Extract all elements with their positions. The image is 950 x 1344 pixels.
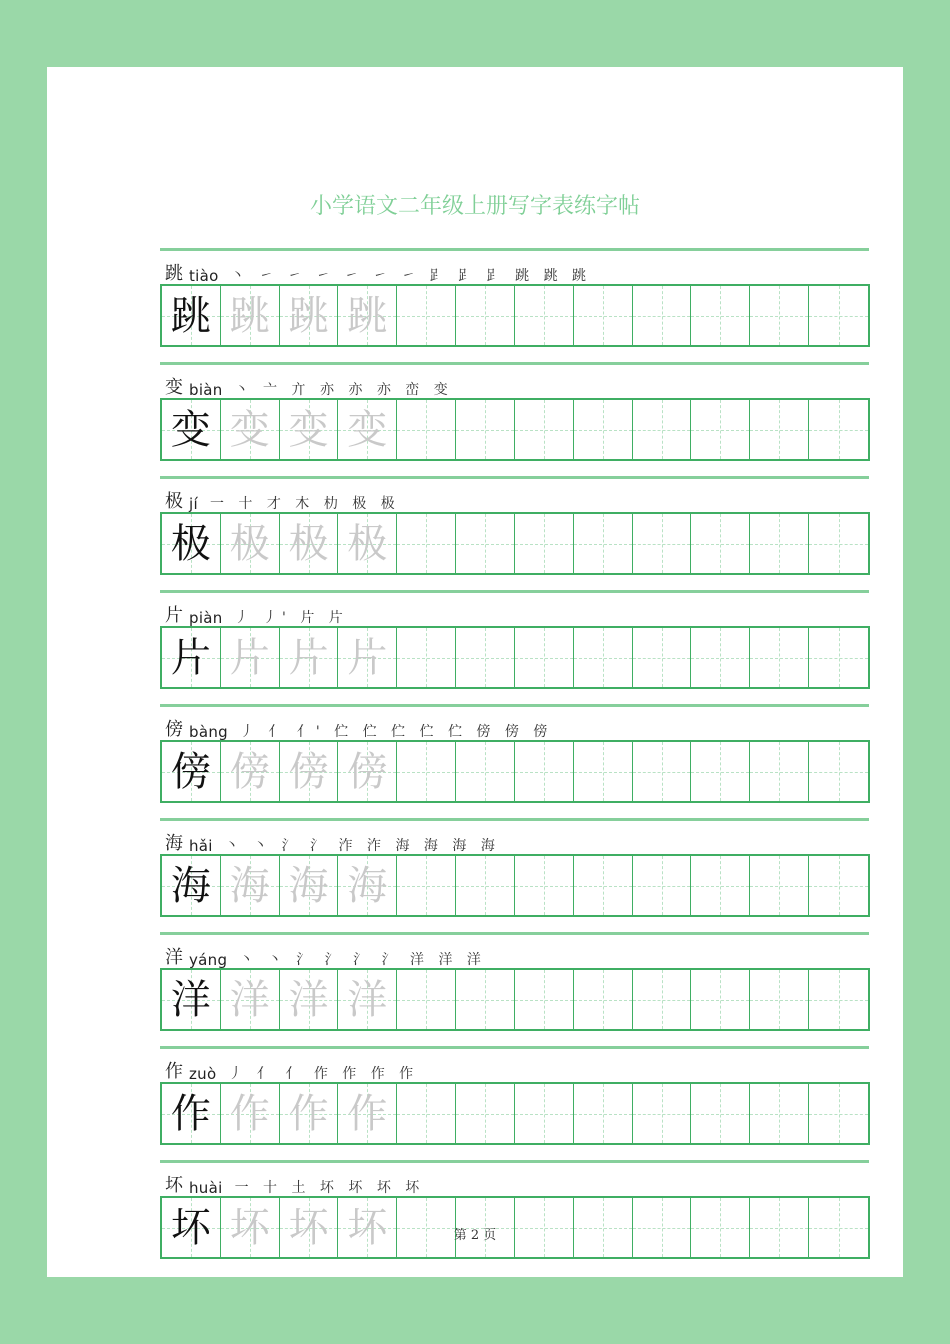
- row-divider: [160, 1160, 869, 1163]
- trace-cell: [221, 286, 280, 345]
- blank-practice-cell[interactable]: [691, 514, 750, 573]
- trace-character: 片: [288, 634, 329, 681]
- character-label: 跳: [165, 263, 183, 284]
- blank-practice-cell[interactable]: [515, 628, 574, 687]
- trace-cell: [338, 1198, 397, 1257]
- character-label: 洋: [165, 947, 183, 968]
- practice-sections: [160, 248, 869, 1274]
- trace-cell: [338, 856, 397, 915]
- blank-practice-cell[interactable]: [397, 400, 456, 459]
- blank-practice-cell[interactable]: [456, 628, 515, 687]
- blank-practice-cell[interactable]: [574, 514, 633, 573]
- blank-practice-cell[interactable]: [809, 286, 868, 345]
- blank-practice-cell[interactable]: [397, 514, 456, 573]
- blank-practice-cell[interactable]: [691, 742, 750, 801]
- writing-grid: [160, 626, 870, 689]
- blank-practice-cell[interactable]: [750, 1084, 809, 1143]
- trace-cell: [280, 628, 339, 687]
- trace-cell: [280, 1084, 339, 1143]
- trace-cell: [221, 742, 280, 801]
- blank-practice-cell[interactable]: [574, 1084, 633, 1143]
- blank-practice-cell[interactable]: [515, 286, 574, 345]
- blank-practice-cell[interactable]: [456, 970, 515, 1029]
- practice-row: [160, 590, 869, 704]
- blank-practice-cell[interactable]: [456, 856, 515, 915]
- model-cell: [162, 400, 221, 459]
- trace-character: 洋: [347, 976, 388, 1023]
- blank-practice-cell[interactable]: [515, 514, 574, 573]
- blank-practice-cell[interactable]: [574, 970, 633, 1029]
- stroke-order: 丶 亠 亣 亦 亦 亦 峦 变: [234, 382, 453, 398]
- model-cell: [162, 856, 221, 915]
- trace-cell: [280, 400, 339, 459]
- model-character: 洋: [170, 976, 211, 1023]
- writing-grid: [160, 740, 870, 803]
- model-cell: [162, 1084, 221, 1143]
- trace-cell: [221, 1198, 280, 1257]
- writing-grid: [160, 854, 870, 917]
- trace-cell: [338, 286, 397, 345]
- practice-row: [160, 704, 869, 818]
- worksheet-page: [47, 67, 903, 1277]
- trace-character: 跳: [347, 292, 388, 339]
- writing-grid: [160, 512, 870, 575]
- trace-character: 傍: [288, 748, 329, 795]
- trace-character: 坏: [229, 1204, 270, 1251]
- blank-practice-cell[interactable]: [574, 628, 633, 687]
- row-divider: [160, 1046, 869, 1049]
- blank-practice-cell[interactable]: [750, 286, 809, 345]
- trace-cell: [221, 514, 280, 573]
- stroke-order: 一 十 土 坏 坏 坏 坏: [234, 1180, 425, 1196]
- trace-cell: [338, 970, 397, 1029]
- practice-row: [160, 1046, 869, 1160]
- trace-cell: [338, 1084, 397, 1143]
- trace-character: 海: [347, 862, 388, 909]
- character-info: [165, 485, 400, 513]
- model-character: 跳: [170, 292, 211, 339]
- trace-cell: [338, 742, 397, 801]
- trace-character: 跳: [288, 292, 329, 339]
- trace-character: 傍: [347, 748, 388, 795]
- character-info: [165, 1055, 418, 1083]
- trace-character: 洋: [288, 976, 329, 1023]
- pinyin: yáng: [189, 951, 228, 969]
- trace-cell: [221, 856, 280, 915]
- blank-practice-cell[interactable]: [809, 970, 868, 1029]
- blank-practice-cell[interactable]: [750, 400, 809, 459]
- model-character: 极: [170, 520, 211, 567]
- blank-practice-cell[interactable]: [691, 856, 750, 915]
- blank-practice-cell[interactable]: [809, 400, 868, 459]
- blank-practice-cell[interactable]: [633, 856, 692, 915]
- blank-practice-cell[interactable]: [515, 742, 574, 801]
- practice-row: [160, 818, 869, 932]
- trace-character: 坏: [288, 1204, 329, 1251]
- trace-character: 变: [347, 406, 388, 453]
- model-character: 坏: [170, 1204, 211, 1251]
- writing-grid: [160, 968, 870, 1031]
- character-label: 坏: [165, 1175, 183, 1196]
- blank-practice-cell[interactable]: [809, 1084, 868, 1143]
- blank-practice-cell[interactable]: [456, 742, 515, 801]
- model-cell: [162, 970, 221, 1029]
- blank-practice-cell[interactable]: [456, 286, 515, 345]
- model-cell: [162, 628, 221, 687]
- blank-practice-cell[interactable]: [750, 970, 809, 1029]
- trace-character: 变: [229, 406, 270, 453]
- blank-practice-cell[interactable]: [750, 514, 809, 573]
- stroke-order: 丿 丿' 片 片: [234, 610, 348, 626]
- blank-practice-cell[interactable]: [633, 970, 692, 1029]
- row-divider: [160, 932, 869, 935]
- blank-practice-cell[interactable]: [574, 400, 633, 459]
- practice-row: [160, 362, 869, 476]
- row-divider: [160, 818, 869, 821]
- trace-cell: [280, 742, 339, 801]
- model-character: 变: [170, 406, 211, 453]
- stroke-order: 丿 亻 亻 作 作 作 作: [228, 1066, 419, 1082]
- blank-practice-cell[interactable]: [809, 628, 868, 687]
- trace-character: 作: [347, 1090, 388, 1137]
- pinyin: huài: [189, 1179, 223, 1197]
- blank-practice-cell[interactable]: [515, 1084, 574, 1143]
- blank-practice-cell[interactable]: [456, 400, 515, 459]
- trace-cell: [221, 970, 280, 1029]
- practice-row: [160, 932, 869, 1046]
- character-info: [165, 371, 453, 399]
- stroke-order: 丶 ㇀ ㇀ ㇀ ㇀ ㇀ ㇀ 𧾷 𧾷 𧾷 跳 跳 跳: [230, 268, 592, 284]
- pinyin: hǎi: [189, 837, 213, 855]
- pinyin: zuò: [189, 1065, 217, 1083]
- page-number: 第 2 页: [453, 1228, 497, 1243]
- row-divider: [160, 248, 869, 251]
- trace-cell: [338, 628, 397, 687]
- writing-grid: [160, 284, 870, 347]
- model-cell: [162, 514, 221, 573]
- page-title: 小学语文二年级上册写字表练字帖: [309, 194, 640, 219]
- blank-practice-cell[interactable]: [397, 742, 456, 801]
- blank-practice-cell[interactable]: [397, 1084, 456, 1143]
- blank-practice-cell[interactable]: [574, 286, 633, 345]
- practice-row: [160, 476, 869, 590]
- model-cell: [162, 1198, 221, 1257]
- stroke-order: 一 十 才 木 朸 极 极: [209, 496, 400, 512]
- blank-practice-cell[interactable]: [691, 1084, 750, 1143]
- character-label: 极: [165, 491, 183, 512]
- character-label: 作: [165, 1061, 183, 1082]
- blank-practice-cell[interactable]: [691, 286, 750, 345]
- character-label: 片: [165, 605, 183, 626]
- blank-practice-cell[interactable]: [691, 400, 750, 459]
- character-label: 海: [165, 833, 183, 854]
- blank-practice-cell[interactable]: [633, 1084, 692, 1143]
- blank-practice-cell[interactable]: [633, 628, 692, 687]
- blank-practice-cell[interactable]: [574, 856, 633, 915]
- blank-practice-cell[interactable]: [633, 286, 692, 345]
- character-info: [165, 1169, 424, 1197]
- model-cell: [162, 286, 221, 345]
- trace-character: 洋: [229, 976, 270, 1023]
- pinyin: bàng: [189, 723, 228, 741]
- trace-cell: [338, 514, 397, 573]
- row-divider: [160, 590, 869, 593]
- trace-character: 跳: [229, 292, 270, 339]
- trace-character: 极: [347, 520, 388, 567]
- trace-cell: [280, 286, 339, 345]
- blank-practice-cell[interactable]: [633, 514, 692, 573]
- blank-practice-cell[interactable]: [633, 400, 692, 459]
- character-info: [165, 941, 486, 969]
- trace-character: 海: [229, 862, 270, 909]
- row-divider: [160, 704, 869, 707]
- trace-cell: [280, 1198, 339, 1257]
- practice-row: [160, 248, 869, 362]
- blank-practice-cell[interactable]: [397, 856, 456, 915]
- pinyin: biàn: [189, 381, 223, 399]
- model-character: 作: [170, 1090, 211, 1137]
- trace-character: 片: [347, 634, 388, 681]
- model-character: 傍: [170, 748, 211, 795]
- trace-cell: [280, 514, 339, 573]
- blank-practice-cell[interactable]: [456, 514, 515, 573]
- writing-grid: [160, 398, 870, 461]
- blank-practice-cell[interactable]: [515, 856, 574, 915]
- trace-character: 极: [229, 520, 270, 567]
- trace-cell: [221, 400, 280, 459]
- blank-practice-cell[interactable]: [515, 400, 574, 459]
- trace-character: 变: [288, 406, 329, 453]
- trace-cell: [280, 970, 339, 1029]
- model-cell: [162, 742, 221, 801]
- blank-practice-cell[interactable]: [809, 514, 868, 573]
- model-character: 海: [170, 862, 211, 909]
- trace-character: 坏: [347, 1204, 388, 1251]
- writing-grid: [160, 1082, 870, 1145]
- blank-practice-cell[interactable]: [809, 742, 868, 801]
- character-info: [165, 827, 500, 855]
- blank-practice-cell[interactable]: [633, 742, 692, 801]
- character-label: 变: [165, 377, 183, 398]
- character-info: [165, 599, 348, 627]
- trace-character: 海: [288, 862, 329, 909]
- character-label: 傍: [165, 719, 183, 740]
- blank-practice-cell[interactable]: [574, 742, 633, 801]
- model-character: 片: [170, 634, 211, 681]
- blank-practice-cell[interactable]: [750, 856, 809, 915]
- row-divider: [160, 362, 869, 365]
- pinyin: jí: [189, 495, 198, 513]
- stroke-order: 丶 丶 氵 氵 氵 氵 洋 洋 洋: [239, 952, 486, 968]
- blank-practice-cell[interactable]: [515, 970, 574, 1029]
- blank-practice-cell[interactable]: [750, 628, 809, 687]
- trace-cell: [280, 856, 339, 915]
- trace-character: 作: [229, 1090, 270, 1137]
- trace-character: 傍: [229, 748, 270, 795]
- stroke-order: 丿 亻 亻' 伫 伫 伫 伫 伫 傍 傍 傍: [239, 724, 553, 740]
- blank-practice-cell[interactable]: [397, 628, 456, 687]
- trace-character: 片: [229, 634, 270, 681]
- pinyin: tiào: [189, 267, 219, 285]
- blank-practice-cell[interactable]: [750, 742, 809, 801]
- trace-cell: [221, 1084, 280, 1143]
- trace-cell: [338, 400, 397, 459]
- blank-practice-cell[interactable]: [691, 970, 750, 1029]
- row-divider: [160, 476, 869, 479]
- blank-practice-cell[interactable]: [397, 970, 456, 1029]
- blank-practice-cell[interactable]: [456, 1084, 515, 1143]
- blank-practice-cell[interactable]: [691, 628, 750, 687]
- blank-practice-cell[interactable]: [809, 856, 868, 915]
- character-info: [165, 713, 552, 741]
- pinyin: piàn: [189, 609, 223, 627]
- trace-character: 作: [288, 1090, 329, 1137]
- trace-character: 极: [288, 520, 329, 567]
- trace-cell: [221, 628, 280, 687]
- practice-row: [160, 1160, 869, 1274]
- blank-practice-cell[interactable]: [397, 286, 456, 345]
- character-info: [165, 257, 591, 285]
- stroke-order: 丶 丶 氵 氵 泎 泎 海 海 海 海: [224, 838, 500, 854]
